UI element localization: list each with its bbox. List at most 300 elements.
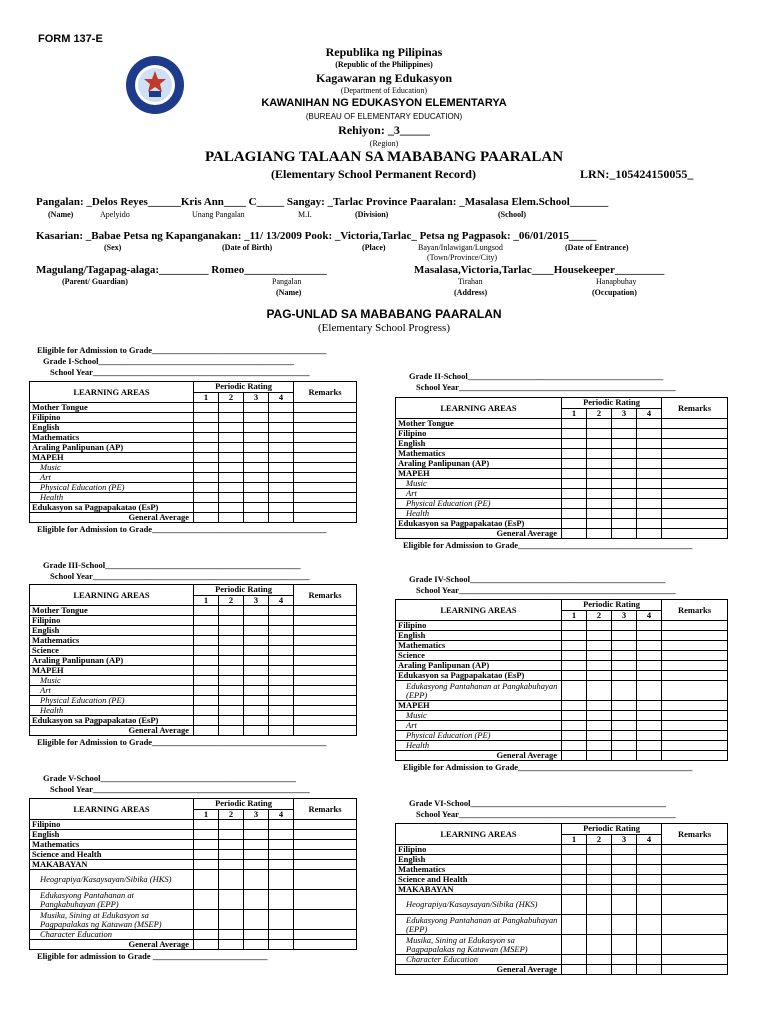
- remarks-cell[interactable]: [662, 651, 728, 661]
- general-average-cell[interactable]: [194, 940, 219, 950]
- general-average-cell[interactable]: [587, 751, 612, 761]
- rating-cell[interactable]: [562, 681, 587, 701]
- remarks-cell[interactable]: [662, 731, 728, 741]
- rating-cell[interactable]: [219, 930, 244, 940]
- rating-cell[interactable]: [637, 681, 662, 701]
- rating-cell[interactable]: [637, 651, 662, 661]
- remarks-cell[interactable]: [662, 621, 728, 631]
- rating-cell[interactable]: [194, 403, 219, 413]
- rating-cell[interactable]: [587, 895, 612, 915]
- rating-cell[interactable]: [637, 489, 662, 499]
- rating-cell[interactable]: [562, 895, 587, 915]
- rating-cell[interactable]: [269, 433, 294, 443]
- remarks-cell[interactable]: [662, 915, 728, 935]
- remarks-cell[interactable]: [294, 483, 357, 493]
- rating-cell[interactable]: [219, 626, 244, 636]
- remarks-cell[interactable]: [294, 626, 357, 636]
- rating-cell[interactable]: [637, 661, 662, 671]
- remarks-cell[interactable]: [294, 686, 357, 696]
- rating-cell[interactable]: [637, 721, 662, 731]
- remarks-cell[interactable]: [662, 641, 728, 651]
- rating-cell[interactable]: [587, 935, 612, 955]
- rating-cell[interactable]: [562, 741, 587, 751]
- rating-cell[interactable]: [637, 459, 662, 469]
- rating-cell[interactable]: [637, 915, 662, 935]
- rating-cell[interactable]: [219, 403, 244, 413]
- rating-cell[interactable]: [612, 661, 637, 671]
- rating-cell[interactable]: [269, 860, 294, 870]
- remarks-cell[interactable]: [662, 895, 728, 915]
- remarks-cell[interactable]: [662, 469, 728, 479]
- remarks-cell[interactable]: [294, 646, 357, 656]
- general-average-cell[interactable]: [562, 529, 587, 539]
- rating-cell[interactable]: [587, 915, 612, 935]
- rating-cell[interactable]: [269, 686, 294, 696]
- general-average-cell[interactable]: [612, 965, 637, 975]
- rating-cell[interactable]: [587, 681, 612, 701]
- rating-cell[interactable]: [637, 499, 662, 509]
- remarks-cell[interactable]: [294, 910, 357, 930]
- remarks-cell[interactable]: [294, 636, 357, 646]
- general-average-cell[interactable]: [269, 513, 294, 523]
- rating-cell[interactable]: [194, 636, 219, 646]
- rating-cell[interactable]: [244, 840, 269, 850]
- remarks-cell[interactable]: [294, 453, 357, 463]
- rating-cell[interactable]: [612, 721, 637, 731]
- general-average-cell[interactable]: [244, 513, 269, 523]
- rating-cell[interactable]: [269, 820, 294, 830]
- rating-cell[interactable]: [612, 519, 637, 529]
- rating-cell[interactable]: [244, 636, 269, 646]
- rating-cell[interactable]: [244, 696, 269, 706]
- rating-cell[interactable]: [637, 875, 662, 885]
- rating-cell[interactable]: [269, 606, 294, 616]
- rating-cell[interactable]: [194, 646, 219, 656]
- rating-cell[interactable]: [562, 419, 587, 429]
- remarks-cell[interactable]: [662, 419, 728, 429]
- remarks-cell[interactable]: [294, 840, 357, 850]
- remarks-cell[interactable]: [662, 509, 728, 519]
- rating-cell[interactable]: [612, 621, 637, 631]
- rating-cell[interactable]: [244, 910, 269, 930]
- general-average-cell[interactable]: [294, 940, 357, 950]
- rating-cell[interactable]: [219, 656, 244, 666]
- rating-cell[interactable]: [194, 716, 219, 726]
- rating-cell[interactable]: [562, 885, 587, 895]
- rating-cell[interactable]: [244, 443, 269, 453]
- rating-cell[interactable]: [637, 519, 662, 529]
- rating-cell[interactable]: [219, 666, 244, 676]
- rating-cell[interactable]: [194, 443, 219, 453]
- remarks-cell[interactable]: [662, 845, 728, 855]
- rating-cell[interactable]: [587, 741, 612, 751]
- rating-cell[interactable]: [194, 830, 219, 840]
- rating-cell[interactable]: [587, 845, 612, 855]
- rating-cell[interactable]: [194, 860, 219, 870]
- general-average-cell[interactable]: [294, 726, 357, 736]
- rating-cell[interactable]: [244, 870, 269, 890]
- rating-cell[interactable]: [612, 711, 637, 721]
- remarks-cell[interactable]: [662, 935, 728, 955]
- rating-cell[interactable]: [587, 631, 612, 641]
- rating-cell[interactable]: [612, 935, 637, 955]
- general-average-cell[interactable]: [612, 529, 637, 539]
- remarks-cell[interactable]: [294, 473, 357, 483]
- general-average-cell[interactable]: [662, 965, 728, 975]
- rating-cell[interactable]: [612, 419, 637, 429]
- general-average-cell[interactable]: [269, 940, 294, 950]
- rating-cell[interactable]: [612, 641, 637, 651]
- rating-cell[interactable]: [562, 429, 587, 439]
- rating-cell[interactable]: [244, 686, 269, 696]
- rating-cell[interactable]: [269, 616, 294, 626]
- general-average-cell[interactable]: [662, 529, 728, 539]
- rating-cell[interactable]: [219, 463, 244, 473]
- rating-cell[interactable]: [219, 433, 244, 443]
- rating-cell[interactable]: [269, 453, 294, 463]
- rating-cell[interactable]: [637, 439, 662, 449]
- rating-cell[interactable]: [219, 606, 244, 616]
- rating-cell[interactable]: [269, 483, 294, 493]
- rating-cell[interactable]: [244, 616, 269, 626]
- rating-cell[interactable]: [219, 473, 244, 483]
- rating-cell[interactable]: [269, 930, 294, 940]
- rating-cell[interactable]: [562, 721, 587, 731]
- rating-cell[interactable]: [219, 423, 244, 433]
- rating-cell[interactable]: [219, 910, 244, 930]
- rating-cell[interactable]: [612, 681, 637, 701]
- rating-cell[interactable]: [587, 885, 612, 895]
- rating-cell[interactable]: [637, 671, 662, 681]
- remarks-cell[interactable]: [662, 449, 728, 459]
- rating-cell[interactable]: [612, 509, 637, 519]
- rating-cell[interactable]: [244, 413, 269, 423]
- remarks-cell[interactable]: [294, 820, 357, 830]
- remarks-cell[interactable]: [662, 741, 728, 751]
- rating-cell[interactable]: [562, 711, 587, 721]
- rating-cell[interactable]: [194, 656, 219, 666]
- rating-cell[interactable]: [562, 641, 587, 651]
- rating-cell[interactable]: [562, 875, 587, 885]
- rating-cell[interactable]: [562, 651, 587, 661]
- rating-cell[interactable]: [194, 890, 219, 910]
- remarks-cell[interactable]: [662, 429, 728, 439]
- rating-cell[interactable]: [194, 483, 219, 493]
- rating-cell[interactable]: [562, 499, 587, 509]
- remarks-cell[interactable]: [662, 875, 728, 885]
- rating-cell[interactable]: [269, 443, 294, 453]
- remarks-cell[interactable]: [294, 443, 357, 453]
- rating-cell[interactable]: [637, 731, 662, 741]
- general-average-cell[interactable]: [637, 529, 662, 539]
- rating-cell[interactable]: [269, 473, 294, 483]
- general-average-cell[interactable]: [662, 751, 728, 761]
- rating-cell[interactable]: [612, 671, 637, 681]
- remarks-cell[interactable]: [294, 423, 357, 433]
- rating-cell[interactable]: [244, 716, 269, 726]
- remarks-cell[interactable]: [294, 890, 357, 910]
- rating-cell[interactable]: [562, 489, 587, 499]
- rating-cell[interactable]: [194, 910, 219, 930]
- rating-cell[interactable]: [562, 955, 587, 965]
- rating-cell[interactable]: [637, 449, 662, 459]
- rating-cell[interactable]: [244, 676, 269, 686]
- remarks-cell[interactable]: [294, 860, 357, 870]
- rating-cell[interactable]: [219, 890, 244, 910]
- rating-cell[interactable]: [194, 616, 219, 626]
- remarks-cell[interactable]: [294, 706, 357, 716]
- rating-cell[interactable]: [587, 489, 612, 499]
- rating-cell[interactable]: [244, 850, 269, 860]
- rating-cell[interactable]: [587, 429, 612, 439]
- general-average-cell[interactable]: [219, 513, 244, 523]
- rating-cell[interactable]: [244, 666, 269, 676]
- rating-cell[interactable]: [587, 875, 612, 885]
- rating-cell[interactable]: [562, 519, 587, 529]
- rating-cell[interactable]: [587, 955, 612, 965]
- remarks-cell[interactable]: [662, 519, 728, 529]
- rating-cell[interactable]: [244, 423, 269, 433]
- rating-cell[interactable]: [244, 473, 269, 483]
- rating-cell[interactable]: [562, 865, 587, 875]
- rating-cell[interactable]: [587, 641, 612, 651]
- rating-cell[interactable]: [637, 955, 662, 965]
- rating-cell[interactable]: [219, 830, 244, 840]
- rating-cell[interactable]: [269, 910, 294, 930]
- rating-cell[interactable]: [562, 439, 587, 449]
- remarks-cell[interactable]: [662, 955, 728, 965]
- rating-cell[interactable]: [194, 840, 219, 850]
- rating-cell[interactable]: [219, 453, 244, 463]
- rating-cell[interactable]: [244, 860, 269, 870]
- rating-cell[interactable]: [219, 860, 244, 870]
- rating-cell[interactable]: [269, 423, 294, 433]
- rating-cell[interactable]: [194, 473, 219, 483]
- rating-cell[interactable]: [269, 890, 294, 910]
- rating-cell[interactable]: [612, 479, 637, 489]
- rating-cell[interactable]: [194, 423, 219, 433]
- remarks-cell[interactable]: [294, 493, 357, 503]
- general-average-cell[interactable]: [294, 513, 357, 523]
- rating-cell[interactable]: [562, 701, 587, 711]
- rating-cell[interactable]: [244, 463, 269, 473]
- general-average-cell[interactable]: [244, 726, 269, 736]
- remarks-cell[interactable]: [294, 676, 357, 686]
- rating-cell[interactable]: [244, 606, 269, 616]
- rating-cell[interactable]: [587, 509, 612, 519]
- general-average-cell[interactable]: [587, 965, 612, 975]
- remarks-cell[interactable]: [294, 463, 357, 473]
- rating-cell[interactable]: [244, 656, 269, 666]
- rating-cell[interactable]: [194, 433, 219, 443]
- rating-cell[interactable]: [269, 676, 294, 686]
- remarks-cell[interactable]: [662, 479, 728, 489]
- general-average-cell[interactable]: [269, 726, 294, 736]
- rating-cell[interactable]: [612, 885, 637, 895]
- rating-cell[interactable]: [562, 509, 587, 519]
- rating-cell[interactable]: [244, 626, 269, 636]
- general-average-cell[interactable]: [562, 965, 587, 975]
- rating-cell[interactable]: [587, 439, 612, 449]
- rating-cell[interactable]: [637, 621, 662, 631]
- rating-cell[interactable]: [612, 731, 637, 741]
- remarks-cell[interactable]: [294, 850, 357, 860]
- rating-cell[interactable]: [269, 463, 294, 473]
- rating-cell[interactable]: [562, 915, 587, 935]
- rating-cell[interactable]: [612, 915, 637, 935]
- rating-cell[interactable]: [587, 479, 612, 489]
- rating-cell[interactable]: [194, 463, 219, 473]
- rating-cell[interactable]: [244, 820, 269, 830]
- rating-cell[interactable]: [612, 449, 637, 459]
- rating-cell[interactable]: [269, 706, 294, 716]
- rating-cell[interactable]: [637, 865, 662, 875]
- remarks-cell[interactable]: [662, 885, 728, 895]
- rating-cell[interactable]: [269, 493, 294, 503]
- rating-cell[interactable]: [269, 503, 294, 513]
- rating-cell[interactable]: [637, 935, 662, 955]
- rating-cell[interactable]: [637, 631, 662, 641]
- rating-cell[interactable]: [219, 493, 244, 503]
- rating-cell[interactable]: [562, 631, 587, 641]
- rating-cell[interactable]: [244, 433, 269, 443]
- rating-cell[interactable]: [269, 840, 294, 850]
- rating-cell[interactable]: [612, 439, 637, 449]
- rating-cell[interactable]: [244, 403, 269, 413]
- rating-cell[interactable]: [219, 870, 244, 890]
- rating-cell[interactable]: [244, 706, 269, 716]
- remarks-cell[interactable]: [294, 830, 357, 840]
- rating-cell[interactable]: [244, 493, 269, 503]
- rating-cell[interactable]: [269, 870, 294, 890]
- rating-cell[interactable]: [269, 716, 294, 726]
- rating-cell[interactable]: [219, 686, 244, 696]
- rating-cell[interactable]: [269, 656, 294, 666]
- remarks-cell[interactable]: [294, 930, 357, 940]
- rating-cell[interactable]: [637, 895, 662, 915]
- general-average-cell[interactable]: [562, 751, 587, 761]
- rating-cell[interactable]: [244, 890, 269, 910]
- rating-cell[interactable]: [219, 503, 244, 513]
- rating-cell[interactable]: [612, 631, 637, 641]
- rating-cell[interactable]: [587, 519, 612, 529]
- rating-cell[interactable]: [244, 646, 269, 656]
- rating-cell[interactable]: [269, 850, 294, 860]
- rating-cell[interactable]: [219, 646, 244, 656]
- general-average-cell[interactable]: [637, 751, 662, 761]
- general-average-cell[interactable]: [219, 940, 244, 950]
- rating-cell[interactable]: [219, 483, 244, 493]
- rating-cell[interactable]: [562, 479, 587, 489]
- remarks-cell[interactable]: [662, 721, 728, 731]
- general-average-cell[interactable]: [637, 965, 662, 975]
- rating-cell[interactable]: [562, 449, 587, 459]
- rating-cell[interactable]: [219, 676, 244, 686]
- remarks-cell[interactable]: [662, 865, 728, 875]
- rating-cell[interactable]: [219, 636, 244, 646]
- rating-cell[interactable]: [269, 696, 294, 706]
- rating-cell[interactable]: [219, 616, 244, 626]
- remarks-cell[interactable]: [662, 661, 728, 671]
- rating-cell[interactable]: [637, 711, 662, 721]
- remarks-cell[interactable]: [662, 681, 728, 701]
- rating-cell[interactable]: [219, 706, 244, 716]
- rating-cell[interactable]: [194, 493, 219, 503]
- rating-cell[interactable]: [269, 666, 294, 676]
- rating-cell[interactable]: [562, 935, 587, 955]
- rating-cell[interactable]: [612, 845, 637, 855]
- remarks-cell[interactable]: [294, 616, 357, 626]
- rating-cell[interactable]: [612, 499, 637, 509]
- rating-cell[interactable]: [637, 429, 662, 439]
- rating-cell[interactable]: [612, 855, 637, 865]
- rating-cell[interactable]: [194, 820, 219, 830]
- rating-cell[interactable]: [612, 875, 637, 885]
- rating-cell[interactable]: [612, 701, 637, 711]
- rating-cell[interactable]: [219, 716, 244, 726]
- rating-cell[interactable]: [244, 453, 269, 463]
- rating-cell[interactable]: [194, 606, 219, 616]
- rating-cell[interactable]: [244, 483, 269, 493]
- rating-cell[interactable]: [219, 696, 244, 706]
- remarks-cell[interactable]: [662, 711, 728, 721]
- rating-cell[interactable]: [612, 741, 637, 751]
- rating-cell[interactable]: [637, 469, 662, 479]
- rating-cell[interactable]: [587, 711, 612, 721]
- rating-cell[interactable]: [194, 686, 219, 696]
- remarks-cell[interactable]: [294, 870, 357, 890]
- rating-cell[interactable]: [219, 443, 244, 453]
- rating-cell[interactable]: [194, 676, 219, 686]
- rating-cell[interactable]: [194, 453, 219, 463]
- general-average-cell[interactable]: [194, 513, 219, 523]
- rating-cell[interactable]: [219, 850, 244, 860]
- rating-cell[interactable]: [587, 701, 612, 711]
- rating-cell[interactable]: [219, 820, 244, 830]
- remarks-cell[interactable]: [662, 489, 728, 499]
- remarks-cell[interactable]: [662, 671, 728, 681]
- remarks-cell[interactable]: [662, 459, 728, 469]
- remarks-cell[interactable]: [294, 656, 357, 666]
- rating-cell[interactable]: [612, 651, 637, 661]
- rating-cell[interactable]: [269, 403, 294, 413]
- rating-cell[interactable]: [269, 646, 294, 656]
- remarks-cell[interactable]: [294, 403, 357, 413]
- rating-cell[interactable]: [562, 855, 587, 865]
- rating-cell[interactable]: [562, 469, 587, 479]
- rating-cell[interactable]: [587, 449, 612, 459]
- remarks-cell[interactable]: [662, 439, 728, 449]
- rating-cell[interactable]: [244, 830, 269, 840]
- rating-cell[interactable]: [194, 930, 219, 940]
- rating-cell[interactable]: [637, 855, 662, 865]
- rating-cell[interactable]: [637, 479, 662, 489]
- rating-cell[interactable]: [194, 413, 219, 423]
- rating-cell[interactable]: [194, 503, 219, 513]
- remarks-cell[interactable]: [294, 716, 357, 726]
- rating-cell[interactable]: [587, 419, 612, 429]
- rating-cell[interactable]: [612, 489, 637, 499]
- remarks-cell[interactable]: [294, 666, 357, 676]
- rating-cell[interactable]: [562, 621, 587, 631]
- remarks-cell[interactable]: [294, 696, 357, 706]
- remarks-cell[interactable]: [294, 433, 357, 443]
- rating-cell[interactable]: [194, 870, 219, 890]
- rating-cell[interactable]: [587, 469, 612, 479]
- rating-cell[interactable]: [194, 696, 219, 706]
- rating-cell[interactable]: [637, 509, 662, 519]
- rating-cell[interactable]: [219, 413, 244, 423]
